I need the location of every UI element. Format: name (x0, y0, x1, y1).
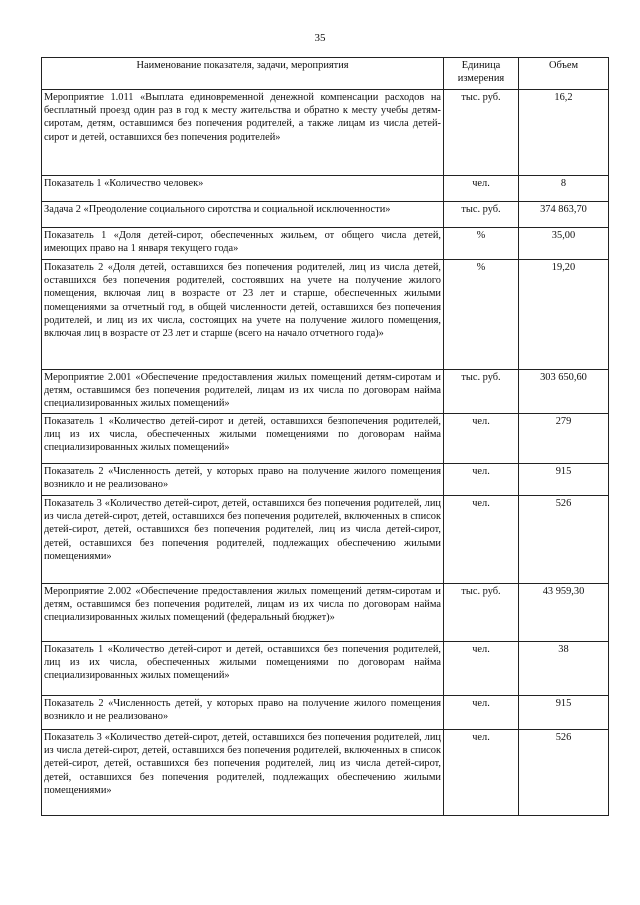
row-name: Показатель 2 «Доля детей, оставшихся без попечения родителей, лиц из числа детей, оставшихся без попечения родителей, состоявших на учете на получение жилого помещения, включая лиц в возрасте от 23 лет и старше, обеспеченных жилыми помещениями за отчетный год, в общей численности детей, оставшихся без попечения родителей, и лиц из их числа, состоящих на учете на получение жилого помещения, включая лиц в возрасте от 23 лет и старше (всего на начало отчетного года)» (42, 260, 444, 370)
row-name: Задача 2 «Преодоление социального сиротства и социальной исключенности» (42, 202, 444, 228)
row-volume: 526 (519, 730, 609, 816)
row-name: Показатель 2 «Численность детей, у которых право на получение жилого помещения возникло и не реализовано» (42, 696, 444, 730)
row-unit: тыс. руб. (444, 90, 519, 176)
row-unit: чел. (444, 642, 519, 696)
row-unit: тыс. руб. (444, 202, 519, 228)
page-number: 35 (314, 32, 326, 44)
row-unit: тыс. руб. (444, 370, 519, 414)
row-name: Показатель 1 «Количество человек» (42, 176, 444, 202)
row-volume: 16,2 (519, 90, 609, 176)
row-name: Показатель 3 «Количество детей-сирот, детей, оставшихся без попечения родителей, лиц из числа детей-сирот, детей, оставшихся без попечения родителей, включенных в список детей-сирот, детей, оставшихся без попечения родителей, лиц из числа детей-сирот, детей, оставшихся без попечения родителей, подлежащих обеспечению жилыми помещениями» (42, 496, 444, 584)
header-unit: Единица измерения (444, 58, 519, 90)
row-unit: % (444, 228, 519, 260)
table-row (42, 696, 609, 730)
row-name: Мероприятие 2.001 «Обеспечение предоставления жилых помещений детям-сиротам и детям, оставшимся без попечения родителей, лицам из их числа по договорам найма специализированных жилых помещений» (42, 370, 444, 414)
table-row (42, 730, 609, 816)
row-name: Показатель 3 «Количество детей-сирот, детей, оставшихся без попечения родителей, лиц из числа детей-сирот, детей, оставшихся без попечения родителей, включенных в список детей-сирот, детей, оставшихся без попечения родителей, лиц из числа детей-сирот, детей, оставшихся без попечения родителей, подлежащих обеспечению жилыми помещениями» (42, 730, 444, 816)
table-header-row (42, 58, 609, 90)
row-name: Показатель 2 «Численность детей, у которых право на получение жилого помещения возникло и не реализовано» (42, 464, 444, 496)
row-volume: 915 (519, 696, 609, 730)
row-volume: 915 (519, 464, 609, 496)
row-name: Показатель 1 «Количество детей-сирот и детей, оставшихся безпопечения родителей, лиц из их числа, обеспеченных жилыми помещениями по договорам найма специализированных жилых помещений» (42, 414, 444, 464)
row-unit: чел. (444, 176, 519, 202)
row-volume: 8 (519, 176, 609, 202)
row-unit: тыс. руб. (444, 584, 519, 642)
row-unit: чел. (444, 696, 519, 730)
header-volume: Объем (519, 58, 609, 90)
table-row (42, 260, 609, 370)
row-volume: 19,20 (519, 260, 609, 370)
table-row (42, 584, 609, 642)
table-row (42, 464, 609, 496)
table-row (42, 228, 609, 260)
row-volume: 526 (519, 496, 609, 584)
header-name: Наименование показателя, задачи, мероприятия (42, 58, 444, 90)
table-row (42, 414, 609, 464)
table-row (42, 370, 609, 414)
row-unit: чел. (444, 414, 519, 464)
indicators-table (41, 57, 609, 816)
table-row (42, 642, 609, 696)
row-volume: 43 959,30 (519, 584, 609, 642)
table-row (42, 90, 609, 176)
row-unit: чел. (444, 730, 519, 816)
table-row (42, 176, 609, 202)
row-volume: 279 (519, 414, 609, 464)
row-unit: чел. (444, 496, 519, 584)
row-name: Показатель 1 «Количество детей-сирот и детей, оставшихся без попечения родителей, лиц из их числа, обеспеченных жилыми помещениями по договорам найма специализированных жилых помещений» (42, 642, 444, 696)
row-volume: 38 (519, 642, 609, 696)
row-name: Мероприятие 2.002 «Обеспечение предоставления жилых помещений детям-сиротам и детям, оставшимся без попечения родителей, лицам из их числа по договорам найма специализированных жилых помещений (федеральный бюджет)» (42, 584, 444, 642)
row-unit: чел. (444, 464, 519, 496)
row-name: Мероприятие 1.011 «Выплата единовременной денежной компенсации расходов на бесплатный проезд один раз в год к месту жительства и обратно к месту учебы детям-сиротам, детям, оставшимся без попечения родителей, а также лицам из числа детей-сирот и детей, оставшихся без попечения родителей» (42, 90, 444, 176)
row-volume: 374 863,70 (519, 202, 609, 228)
table-row (42, 496, 609, 584)
row-volume: 35,00 (519, 228, 609, 260)
table-row (42, 202, 609, 228)
table-body (42, 90, 609, 816)
row-volume: 303 650,60 (519, 370, 609, 414)
row-name: Показатель 1 «Доля детей-сирот, обеспеченных жильем, от общего числа детей, имеющих право на 1 января текущего года» (42, 228, 444, 260)
row-unit: % (444, 260, 519, 370)
